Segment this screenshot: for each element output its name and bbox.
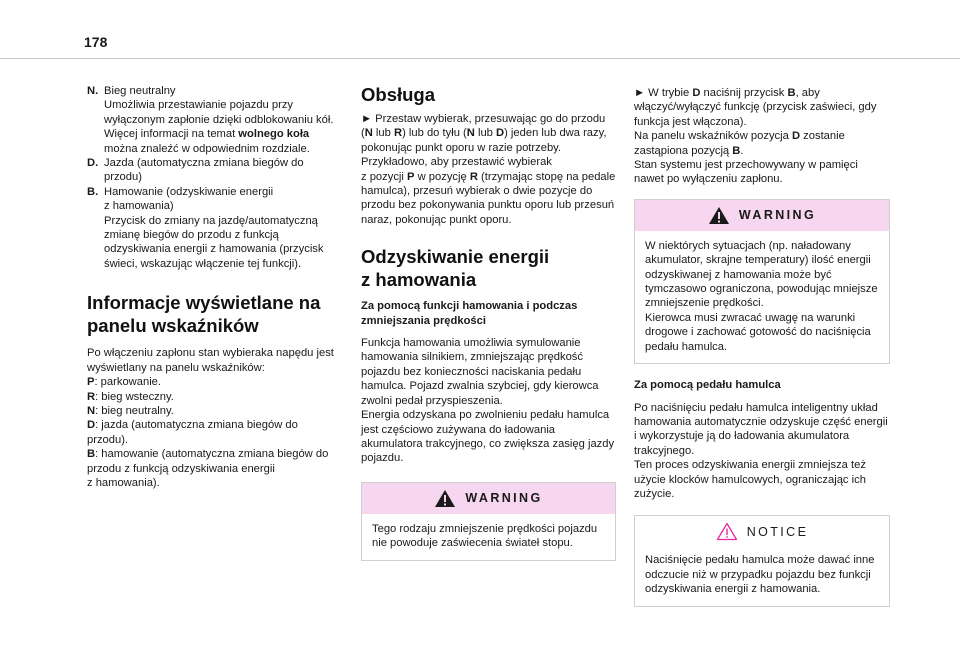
regeneration-paragraph: Funkcja hamowania umożliwia symulowanie hamowania silnikiem, zmniejszając prędkość pojazdu bez konieczności naciskania pedału hamulca. Pojazd zwalnia szybciej, gdy kierowca zwolni pedał przyspieszenia. Energia odzyskana po zwolnieniu pedału hamulca jest częściowo zużywana do ładowania akumulatora trakcyjnego, co zwiększa zasięg jazdy pojazdu. bbox=[361, 337, 615, 465]
notice-header bbox=[635, 516, 889, 547]
definition-body: Hamowanie (odzyskiwanie energii z hamowania) Przycisk do zmiany na jazdę/automatyczną zmianę biegów do przodu z funkcją odzyskiwania energii z hamowania (przycisk świeci, wskazując włączenie tej funkcji). bbox=[104, 185, 324, 270]
display-info-paragraph: Po włączeniu zapłonu stan wybieraka napędu jest wyświetlany na panelu wskaźników: P: parkowanie. R: bieg wsteczny. N: bieg neutralny. D: jazda (automatyczna zmiana biegów do przodu). B: hamowanie (automatyczna zmiana biegów do przodu z funkcją odzyskiwania energii z hamowania). bbox=[87, 347, 334, 489]
definition-item bbox=[87, 84, 337, 156]
subheading-brake-pedal: Za pomocą pedału hamulca bbox=[634, 379, 781, 392]
notice-triangle-icon bbox=[716, 522, 738, 541]
button-b-paragraph: ► W trybie D naciśnij przycisk B, aby włączyć/wyłączyć funkcję (przycisk zaświeci, gdy funkcja jest włączona). Na panelu wskaźników pozycja D zostanie zastąpiona pozycją B. Stan systemu jest przechowywany w pamięci nawet po wyłączeniu zapłonu. bbox=[634, 87, 877, 186]
section-heading-display-info: Informacje wyświetlane na panelu wskaźników bbox=[87, 292, 321, 337]
definition-term: N. bbox=[87, 85, 99, 97]
warning-body: W niektórych sytuacjach (np. naładowany akumulator, skrajne temperatury) ilość energii odzyskiwanej z hamowania może być tymczasowo ograniczona, powodując mniejsze zmniejszenie prędkości. Kierowca musi zwracać uwagę na warunki drogowe i zachować gotowość do naciśnięcia pedału hamulca. bbox=[645, 239, 878, 353]
definition-body: Bieg neutralny Umożliwia przestawianie pojazdu przy wyłączonym zapłonie dzięki odblokowaniu kół. Więcej informacji na temat wolnego koła można znaleźć w odpowiednim rozdziale. bbox=[104, 85, 334, 155]
warning-triangle-icon bbox=[434, 489, 456, 508]
notice-box bbox=[634, 515, 890, 606]
column-right bbox=[634, 84, 890, 607]
column-middle bbox=[361, 84, 616, 561]
notice-body: Naciśnięcie pedału hamulca może dawać inne odczucie niż w przypadku pojazdu bez funkcji odzyskiwania energii z hamowania. bbox=[645, 554, 875, 596]
operation-paragraph: ► Przestaw wybierak, przesuwając go do przodu (N lub R) lub do tyłu (N lub D) jeden lub dwa razy, pokonując punkt oporu w razie potrzeby. Przykładowo, aby przestawić wybierak z pozycji P w pozycję R (trzymając stopę na pedale hamulca), przesuń wybierak o dwie pozycje do przodu bez pokonywania punktu oporu lub przesuń naraz, pokonując punkt oporu. bbox=[361, 113, 616, 226]
notice-title: NOTICE bbox=[746, 524, 809, 539]
definition-item bbox=[87, 185, 337, 271]
page-number: 178 bbox=[84, 34, 108, 50]
warning-header bbox=[362, 483, 615, 514]
subheading-deceleration: Za pomocą funkcji hamowania i podczas zmniejszania prędkości bbox=[361, 300, 578, 327]
column-left bbox=[87, 84, 337, 490]
definition-term: D. bbox=[87, 157, 99, 170]
header-divider bbox=[0, 58, 960, 59]
warning-box bbox=[361, 482, 616, 561]
warning-box bbox=[634, 199, 890, 364]
definition-term: B. bbox=[87, 185, 99, 198]
definition-body: Jazda (automatyczna zmiana biegów do przodu) bbox=[104, 157, 304, 184]
warning-triangle-icon bbox=[708, 206, 730, 225]
definition-item bbox=[87, 156, 337, 185]
definition-list bbox=[87, 84, 337, 271]
warning-header bbox=[635, 200, 889, 231]
section-heading-regeneration: Odzyskiwanie energii z hamowania bbox=[361, 246, 550, 291]
warning-title: WARNING bbox=[465, 491, 543, 506]
warning-title: WARNING bbox=[738, 208, 817, 223]
section-heading-operation: Obsługa bbox=[361, 84, 436, 105]
brake-pedal-paragraph: Po naciśnięciu pedału hamulca inteligentny układ hamowania automatycznie odzyskuje część energii i wykorzystuje ją do ładowania akumulatora trakcyjnego. Ten proces odzyskiwania energii zmniejsza też użycie klocków hamulcowych, ograniczając ich zużycie. bbox=[634, 401, 888, 500]
warning-body: Tego rodzaju zmniejszenie prędkości pojazdu nie powoduje zaświecenia świateł stopu. bbox=[372, 522, 598, 550]
